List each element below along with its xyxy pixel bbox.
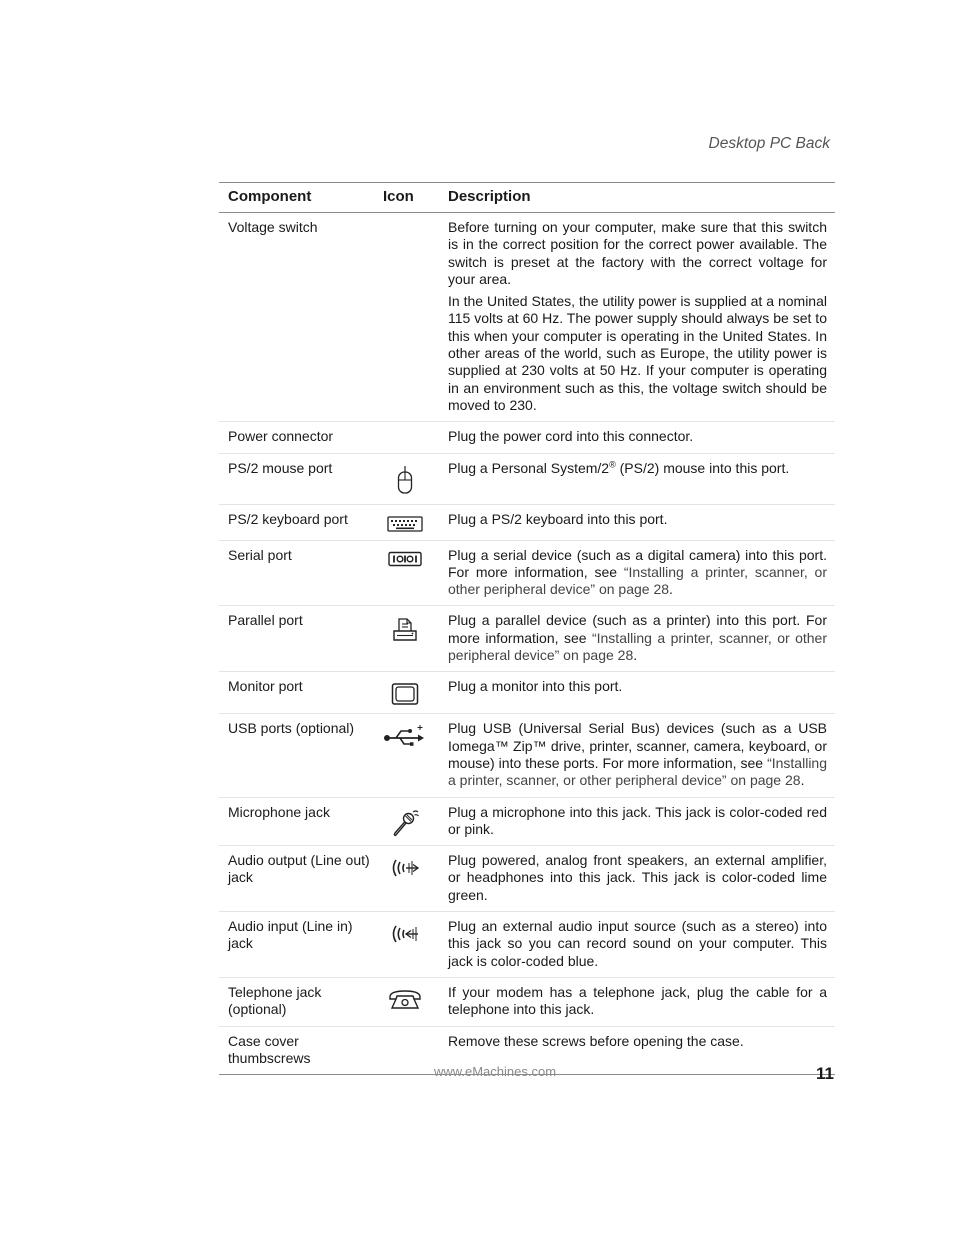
cross-reference-link[interactable]: “Installing a printer, scanner, or other peripheral device” on page 28 xyxy=(448,563,828,598)
page-number: 11 xyxy=(816,1064,834,1083)
column-header-icon: Icon xyxy=(371,183,439,213)
table-row xyxy=(219,213,835,422)
table-row xyxy=(219,422,835,453)
component-name: Telephone jack (optional) xyxy=(219,977,371,1026)
line-in-icon xyxy=(371,912,439,978)
column-header-component: Component xyxy=(219,183,371,213)
usb-icon xyxy=(371,714,439,797)
table-row xyxy=(219,453,835,504)
description: Plug the power cord into this connector. xyxy=(439,422,835,453)
component-name: Microphone jack xyxy=(219,797,371,846)
column-header-description: Description xyxy=(439,183,835,213)
cross-reference-link[interactable]: “Installing a printer, scanner, or other peripheral device” on page 28 xyxy=(448,754,827,789)
component-name: Serial port xyxy=(219,540,371,606)
table-header-row xyxy=(219,183,835,213)
description-text: Plug a serial device (such as a digital camera) into this port. For more information, see xyxy=(448,546,827,580)
component-name: Audio output (Line out) jack xyxy=(219,846,371,912)
component-name: Case cover thumbscrews xyxy=(219,1026,371,1075)
table-row xyxy=(219,672,835,714)
description: Plug powered, analog front speakers, an external amplifier, or headphones into this jack. This jack is color-coded lime green. xyxy=(439,846,835,912)
running-title: Desktop PC Back xyxy=(708,135,830,152)
description xyxy=(439,606,835,672)
description: Plug a monitor into this port. xyxy=(439,672,835,714)
table-row xyxy=(219,797,835,846)
serial-port-icon xyxy=(371,540,439,606)
description-text: . xyxy=(633,647,638,664)
component-table xyxy=(219,182,835,1075)
description-text: (PS/2) mouse into this port. xyxy=(615,459,790,476)
line-out-icon xyxy=(371,846,439,912)
icon-cell xyxy=(371,422,439,453)
table-row xyxy=(219,606,835,672)
table-row xyxy=(219,846,835,912)
table-row xyxy=(219,977,835,1026)
description xyxy=(439,453,835,504)
description-paragraph: In the United States, the utility power is supplied at a nominal 115 volts at 60 Hz. The power supply should always be set to this when your computer is operating in the United States. In other areas of the world, such as Europe, the utility power is supplied at 230 volts at 50 Hz. If your computer is operating in an environment such as this, the voltage switch should be moved to 230. xyxy=(448,293,827,413)
description xyxy=(439,540,835,606)
description-paragraph: Before turning on your computer, make sure that this switch is in the correct position for the correct power available. The switch is preset at the factory with the correct voltage for your area. xyxy=(448,219,827,287)
description-text: . xyxy=(800,772,805,789)
description-text: Plug a parallel device (such as a printer) into this port. For more information, see xyxy=(448,612,827,646)
table-row xyxy=(219,714,835,797)
component-name: USB ports (optional) xyxy=(219,714,371,797)
monitor-icon xyxy=(371,672,439,714)
table-row xyxy=(219,540,835,606)
mouse-icon xyxy=(371,453,439,504)
description-text: . xyxy=(669,581,673,598)
telephone-icon xyxy=(371,977,439,1026)
description: Plug a microphone into this jack. This jack is color-coded red or pink. xyxy=(439,797,835,846)
description: If your modem has a telephone jack, plug the cable for a telephone into this jack. xyxy=(439,977,835,1026)
footer-url: www.eMachines.com xyxy=(433,1064,557,1079)
component-name: PS/2 keyboard port xyxy=(219,504,371,540)
component-name: Audio input (Line in) jack xyxy=(219,912,371,978)
table-row xyxy=(219,912,835,978)
component-name: Voltage switch xyxy=(219,213,371,422)
description: Plug an external audio input source (such as a stereo) into this jack so you can record sound on your computer. This jack is color-coded blue. xyxy=(439,912,835,978)
microphone-icon xyxy=(371,797,439,846)
keyboard-icon xyxy=(371,504,439,540)
cross-reference-link[interactable]: “Installing a printer, scanner, or other peripheral device” on page 28 xyxy=(448,629,827,664)
icon-cell xyxy=(371,213,439,422)
component-name: PS/2 mouse port xyxy=(219,453,371,504)
printer-icon xyxy=(371,606,439,672)
description: Remove these screws before opening the case. xyxy=(439,1026,835,1075)
registered-mark: ® xyxy=(609,458,616,469)
description-text: Plug USB (Universal Serial Bus) devices (such as a USB Iomega™ Zip™ drive, printer, scanner, camera, keyboard, or mouse) into these ports. For more information, see xyxy=(448,720,827,771)
description-text: Plug a Personal System/2 xyxy=(448,459,610,476)
component-name: Monitor port xyxy=(219,672,371,714)
description xyxy=(439,213,835,422)
component-name: Parallel port xyxy=(219,606,371,672)
component-name: Power connector xyxy=(219,422,371,453)
description xyxy=(439,714,835,797)
table-row xyxy=(219,504,835,540)
description: Plug a PS/2 keyboard into this port. xyxy=(439,504,835,540)
